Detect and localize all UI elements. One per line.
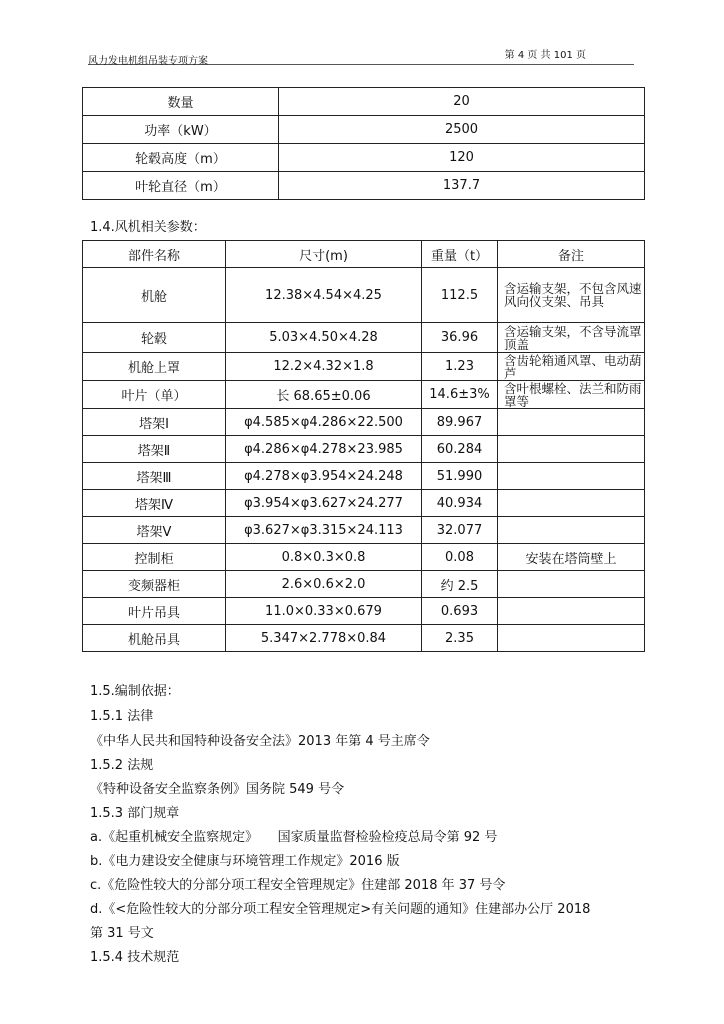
part-size-cell: 0.8×0.3×0.8 — [226, 544, 422, 571]
part-size-cell: 12.2×4.32×1.8 — [226, 353, 422, 381]
part-note-cell: 安装在塔筒壁上 — [498, 544, 645, 571]
table-row — [83, 517, 645, 544]
header-cell-note: 备注 — [498, 241, 645, 268]
part-name-cell: 叶片（单） — [83, 381, 226, 409]
table-header-row — [83, 241, 645, 268]
part-weight-cell: 51.990 — [422, 463, 498, 490]
part-note-cell — [498, 436, 645, 463]
table-row — [83, 463, 645, 490]
part-name-cell: 机舱吊具 — [83, 625, 226, 652]
table-row — [83, 116, 645, 144]
table-row — [83, 571, 645, 598]
body-text-line: 第 31 号文 — [90, 926, 154, 941]
part-note-cell: 含齿轮箱通风罩、电动葫芦 — [498, 353, 645, 381]
table-row — [83, 381, 645, 409]
body-text-line: 1.5.2 法规 — [90, 758, 154, 773]
part-size-cell: 11.0×0.33×0.679 — [226, 598, 422, 625]
table-row — [83, 353, 645, 381]
param-label-cell: 轮毂高度（m） — [83, 144, 279, 172]
part-name-cell: 控制柜 — [83, 544, 226, 571]
part-size-cell: φ4.585×φ4.286×22.500 — [226, 409, 422, 436]
part-weight-cell: 约 2.5 — [422, 571, 498, 598]
header-cell-name: 部件名称 — [83, 241, 226, 268]
part-note-cell: 含叶根螺栓、法兰和防雨罩等 — [498, 381, 645, 409]
part-weight-cell: 14.6±3% — [422, 381, 498, 409]
part-weight-cell: 60.284 — [422, 436, 498, 463]
part-size-cell: φ4.278×φ3.954×24.248 — [226, 463, 422, 490]
part-weight-cell: 40.934 — [422, 490, 498, 517]
part-name-cell: 轮毂 — [83, 323, 226, 353]
body-text-line: 1.5.编制依据： — [90, 684, 180, 699]
part-note-cell — [498, 517, 645, 544]
param-value-cell: 20 — [279, 88, 645, 116]
param-label-cell: 叶轮直径（m） — [83, 172, 279, 200]
part-weight-cell: 112.5 — [422, 268, 498, 323]
body-text-line: 《特种设备安全监察条例》国务院 549 号令 — [90, 782, 345, 797]
param-label-cell: 功率（kW） — [83, 116, 279, 144]
wind-farm-summary-table — [82, 87, 645, 200]
part-name-cell: 塔架Ⅰ — [83, 409, 226, 436]
body-text-line: 《中华人民共和国特种设备安全法》2013 年第 4 号主席令 — [90, 734, 430, 749]
part-name-cell: 叶片吊具 — [83, 598, 226, 625]
part-name-cell: 变频器柜 — [83, 571, 226, 598]
part-size-cell: 2.6×0.6×2.0 — [226, 571, 422, 598]
header-page-info: 第 4 页 共 101 页 — [504, 50, 586, 61]
part-note-cell — [498, 409, 645, 436]
body-text-line: 1.5.1 法律 — [90, 709, 154, 724]
header-title: 风力发电机组吊装专项方案 — [88, 56, 208, 67]
part-weight-cell: 2.35 — [422, 625, 498, 652]
table-row — [83, 323, 645, 353]
body-text-line: c.《危险性较大的分部分项工程安全管理规定》住建部 2018 年 37 号令 — [90, 878, 506, 893]
page-header — [88, 50, 634, 65]
part-size-cell: φ3.627×φ3.315×24.113 — [226, 517, 422, 544]
part-weight-cell: 36.96 — [422, 323, 498, 353]
table-row — [83, 144, 645, 172]
table-row — [83, 625, 645, 652]
part-size-cell: 5.03×4.50×4.28 — [226, 323, 422, 353]
section-1-4-title: 1.4.风机相关参数： — [90, 220, 206, 235]
part-note-cell — [498, 463, 645, 490]
table-row — [83, 436, 645, 463]
part-note-cell — [498, 571, 645, 598]
table-row — [83, 544, 645, 571]
part-weight-cell: 89.967 — [422, 409, 498, 436]
header-cell-size: 尺寸(m) — [226, 241, 422, 268]
part-weight-cell: 0.693 — [422, 598, 498, 625]
part-size-cell: 5.347×2.778×0.84 — [226, 625, 422, 652]
part-note-cell — [498, 490, 645, 517]
part-name-cell: 塔架Ⅳ — [83, 490, 226, 517]
part-size-cell: 长 68.65±0.06 — [226, 381, 422, 409]
table-row — [83, 409, 645, 436]
param-value-cell: 137.7 — [279, 172, 645, 200]
part-size-cell: 12.38×4.54×4.25 — [226, 268, 422, 323]
part-name-cell: 机舱上罩 — [83, 353, 226, 381]
part-note-cell — [498, 598, 645, 625]
turbine-parameters-table — [82, 240, 645, 652]
table-row — [83, 490, 645, 517]
body-text-line: a.《起重机械安全监察规定》 国家质量监督检验检疫总局令第 92 号 — [90, 830, 498, 845]
part-weight-cell: 32.077 — [422, 517, 498, 544]
body-text-line: 1.5.3 部门规章 — [90, 806, 180, 821]
part-name-cell: 塔架Ⅲ — [83, 463, 226, 490]
param-label-cell: 数量 — [83, 88, 279, 116]
part-weight-cell: 0.08 — [422, 544, 498, 571]
header-cell-weight: 重量（t） — [422, 241, 498, 268]
body-text-line: 1.5.4 技术规范 — [90, 950, 180, 965]
part-name-cell: 机舱 — [83, 268, 226, 323]
part-note-cell: 含运输支架，不含导流罩顶盖 — [498, 323, 645, 353]
body-text-line: d.《<危险性较大的分部分项工程安全管理规定>有关问题的通知》住建部办公厅 2018 — [90, 902, 591, 917]
part-size-cell: φ4.286×φ4.278×23.985 — [226, 436, 422, 463]
table-row — [83, 88, 645, 116]
table-row — [83, 268, 645, 323]
part-name-cell: 塔架Ⅴ — [83, 517, 226, 544]
part-size-cell: φ3.954×φ3.627×24.277 — [226, 490, 422, 517]
param-value-cell: 120 — [279, 144, 645, 172]
part-note-cell: 含运输支架，不包含风速风向仪支架、吊具 — [498, 268, 645, 323]
part-weight-cell: 1.23 — [422, 353, 498, 381]
param-value-cell: 2500 — [279, 116, 645, 144]
body-text-line: b.《电力建设安全健康与环境管理工作规定》2016 版 — [90, 854, 400, 869]
table-row — [83, 172, 645, 200]
table-row — [83, 598, 645, 625]
part-name-cell: 塔架Ⅱ — [83, 436, 226, 463]
part-note-cell — [498, 625, 645, 652]
